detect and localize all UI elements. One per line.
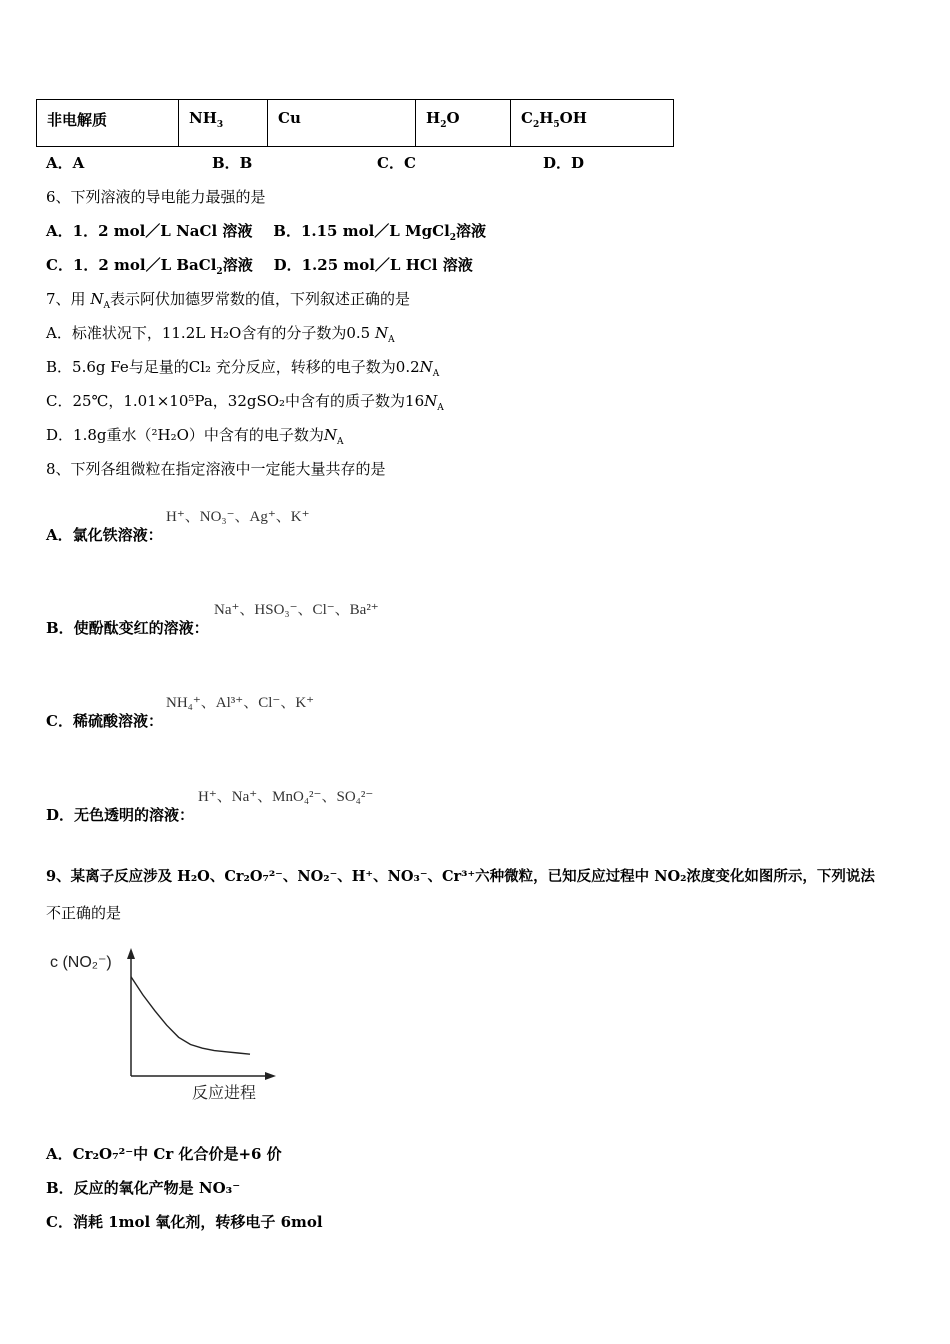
c2h5oh-h: H (539, 109, 554, 127)
q6-option-c (46, 256, 253, 277)
q7-c-sub: A (437, 403, 444, 413)
q7-option-d-line (46, 424, 344, 447)
q7-stem-n: N (90, 290, 104, 308)
q5-option-d: D．D (543, 154, 585, 172)
nonelectrolyte-table (36, 99, 674, 147)
q9-stem-line1: 9、某离子反应涉及 H₂O、Cr₂O₇²⁻、NO₂⁻、H⁺、NO₃⁻、Cr³⁺六种微粒，已知反应过程中 NO₂浓度变化如图所示，下列说法 (46, 868, 875, 885)
q8-c-ions: NH₄⁺、Al³⁺、Cl⁻、K⁺ (166, 695, 315, 711)
q7-stem-post: 表示阿伏加德罗常数的值，下列叙述正确的是 (109, 290, 410, 308)
q5-option-b: B．B (212, 154, 253, 172)
q6-c-post: 溶液 (222, 256, 253, 274)
h2o-h: H (426, 109, 441, 127)
q6-b-pre: B．1.15 mol／L MgCl (273, 222, 450, 240)
q7-d-n: N (323, 426, 338, 444)
chart-xlabel: 反应进程 (192, 1085, 257, 1102)
q6-stem: 6、下列溶液的导电能力最强的是 (46, 188, 266, 206)
q9-option-b: B．反应的氧化产物是 NO₃⁻ (46, 1179, 241, 1197)
q6-c-sub: 2 (216, 267, 223, 277)
h2o-o: O (446, 109, 460, 127)
q6-option-b (273, 222, 487, 243)
q8-stem: 8、下列各组微粒在指定溶液中一定能大量共存的是 (46, 460, 386, 478)
nh3-sub: 3 (216, 120, 224, 130)
q8-option-b: B．使酚酞变红的溶液： (46, 619, 209, 637)
row-label-text: 非电解质 (47, 111, 108, 129)
no2-concentration-chart (44, 945, 284, 1105)
q7-a-n: N (374, 324, 389, 342)
q6-b-sub: 2 (449, 233, 457, 243)
q7-stem (46, 288, 410, 311)
q8-b-ions: Na⁺、HSO₃⁻、Cl⁻、Ba²⁺ (214, 602, 379, 618)
q8-option-c: C．稀硫酸溶液： (46, 712, 163, 730)
q9-option-c: C．消耗 1mol 氧化剂，转移电子 6mol (46, 1213, 323, 1231)
q7-option-b: B．5.6g Fe与足量的Cl₂ 充分反应，转移的电子数为0.2 (46, 358, 420, 376)
cu-text: Cu (278, 109, 301, 127)
q7-b-n: N (419, 358, 433, 376)
q7-option-d: D．1.8g重水（²H₂O）中含有的电子数为 (46, 426, 324, 444)
q6-option-d: D．1.25 mol／L HCl 溶液 (273, 256, 473, 274)
c2h5oh-c: C (521, 109, 533, 127)
q9-option-a: A．Cr₂O₇²⁻中 Cr 化合价是+6 价 (46, 1145, 282, 1163)
q9-stem-line2: 不正确的是 (46, 904, 122, 922)
q7-b-sub: A (432, 369, 440, 379)
h2o-sub: 2 (440, 120, 447, 130)
x-axis-arrow (265, 1072, 276, 1080)
q7-a-sub: A (388, 335, 395, 345)
q7-option-a: A．标准状况下，11.2L H₂O含有的分子数为0.5 (46, 324, 375, 342)
q7-option-c-line (46, 390, 444, 413)
cell-cu (268, 100, 416, 147)
q6-option-a: A．1．2 mol／L NaCl 溶液 (46, 222, 253, 240)
chart-ylabel: c (NO₂⁻) (50, 954, 112, 971)
cell-c2h5oh (511, 100, 674, 147)
q6-c-pre: C．1．2 mol／L BaCl (46, 256, 217, 274)
q6-options-cd (46, 254, 473, 277)
q5-option-c: C．C (377, 154, 416, 172)
q8-a-ions: H⁺、NO₃⁻、Ag⁺、K⁺ (166, 509, 310, 525)
q7-d-sub: A (337, 437, 344, 447)
y-axis-arrow (127, 948, 135, 959)
cell-nh3 (179, 100, 268, 147)
q5-option-a: A．A (46, 154, 85, 172)
q7-option-a-line (46, 322, 395, 345)
q8-option-a: A．氯化铁溶液： (46, 526, 163, 544)
table-row-label (37, 100, 179, 147)
q6-b-post: 溶液 (456, 222, 487, 240)
q7-stem-a: A (103, 301, 110, 311)
cell-h2o (416, 100, 511, 147)
c2h5oh-oh: OH (559, 109, 587, 127)
q6-options-ab (46, 220, 486, 243)
c2h5oh-sub2: 5 (553, 120, 560, 130)
nh3-text: NH (189, 109, 217, 127)
q7-c-n: N (424, 392, 438, 410)
q7-option-b-line (46, 356, 439, 379)
c2h5oh-sub1: 2 (532, 120, 540, 130)
q8-d-ions: H⁺、Na⁺、MnO₄²⁻、SO₄²⁻ (198, 789, 374, 805)
q7-option-c: C．25℃，1.01×10⁵Pa，32gSO₂中含有的质子数为16 (46, 392, 425, 410)
q8-option-d: D．无色透明的溶液： (46, 806, 195, 824)
series-line (131, 977, 250, 1054)
q7-stem-pre: 7、用 (46, 290, 91, 308)
